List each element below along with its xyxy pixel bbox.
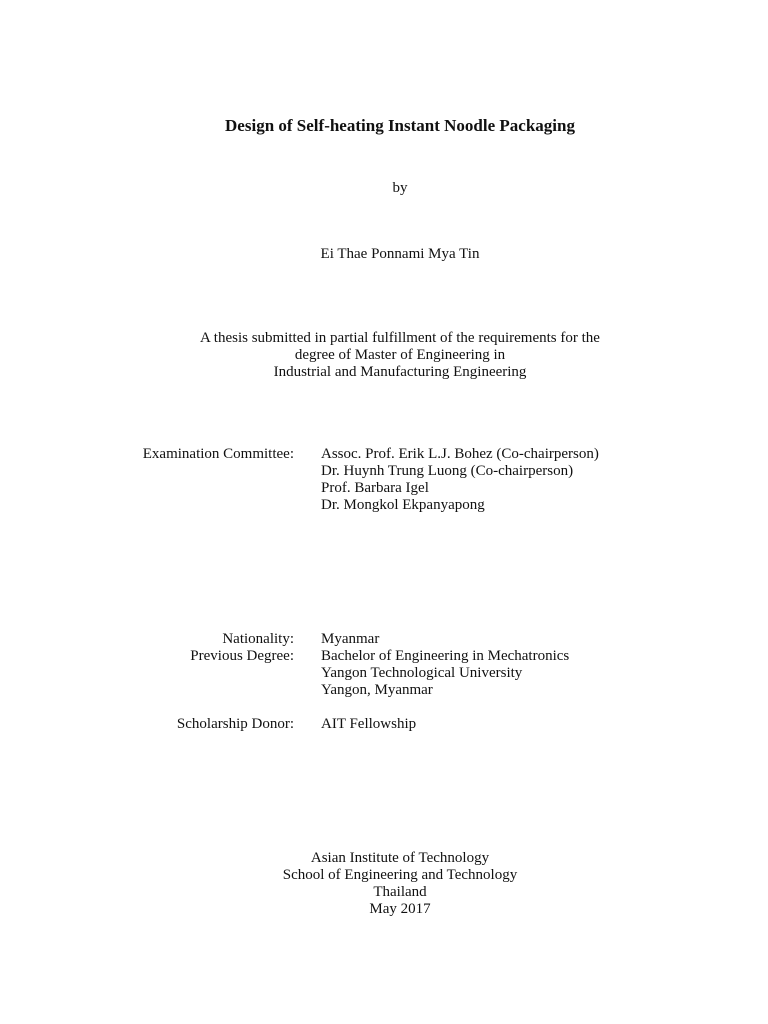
by-line: by (392, 180, 408, 196)
thesis-statement (0, 330, 768, 381)
previous-degree-label: Previous Degree: (190, 648, 294, 664)
previous-degree-values (321, 648, 569, 699)
scholarship-label: Scholarship Donor: (176, 716, 294, 732)
committee-label: Examination Committee: (142, 446, 294, 462)
institution-name: Asian Institute of Technology (310, 850, 490, 866)
committee-members (321, 446, 599, 514)
committee-member: Prof. Barbara Igel (321, 480, 429, 496)
previous-degree-line: Yangon Technological University (321, 665, 523, 681)
previous-degree-line: Yangon, Myanmar (321, 682, 433, 698)
thesis-statement-line: degree of Master of Engineering in (294, 347, 506, 363)
school-name: School of Engineering and Technology (282, 867, 518, 883)
institution-block (0, 850, 768, 918)
submission-date: May 2017 (369, 901, 431, 917)
committee-member: Dr. Huynh Trung Luong (Co-chairperson) (321, 463, 574, 479)
committee-member: Dr. Mongkol Ekpanyapong (321, 497, 485, 513)
nationality-text: Myanmar (321, 631, 380, 647)
country: Thailand (373, 884, 427, 900)
previous-degree-line: Bachelor of Engineering in Mechatronics (321, 648, 570, 664)
thesis-statement-line: A thesis submitted in partial fulfillment of the requirements for the (200, 330, 600, 346)
committee-member: Assoc. Prof. Erik L.J. Bohez (Co-chairperson) (321, 446, 599, 462)
nationality-value (321, 631, 379, 648)
nationality-label: Nationality: (222, 631, 294, 647)
scholarship-value (321, 716, 416, 733)
scholarship-text: AIT Fellowship (321, 716, 417, 732)
thesis-statement-line: Industrial and Manufacturing Engineering (273, 364, 527, 380)
author-name: Ei Thae Ponnami Mya Tin (320, 246, 480, 262)
thesis-title: Design of Self-heating Instant Noodle Packaging (225, 116, 575, 135)
